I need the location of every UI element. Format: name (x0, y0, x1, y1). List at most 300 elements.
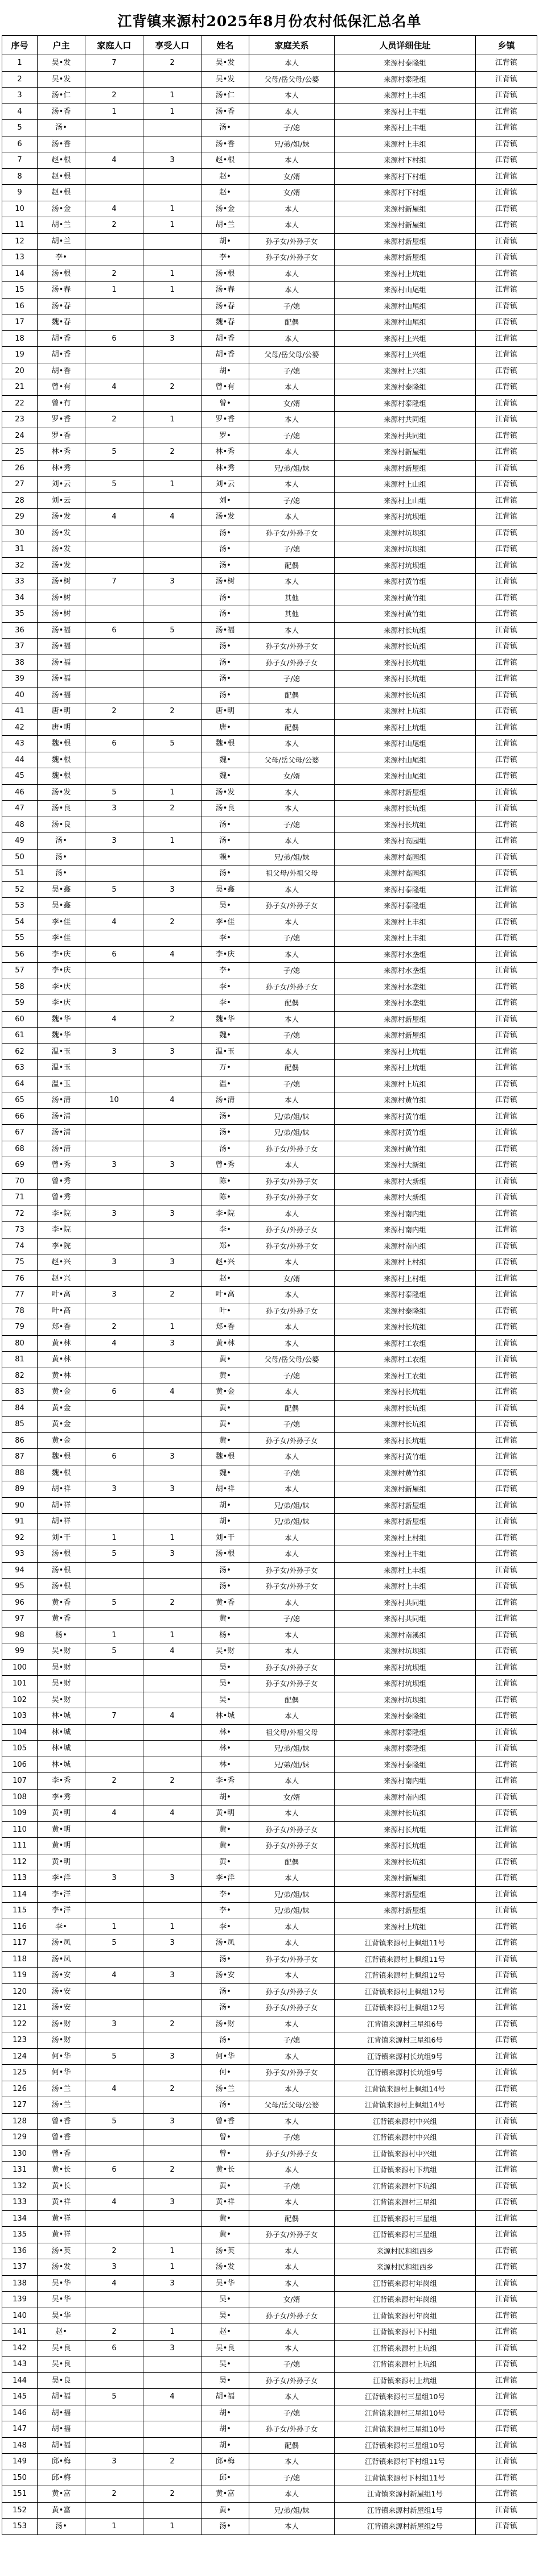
cell-relation: 本人 (249, 2162, 335, 2179)
cell-relation: 本人 (249, 1627, 335, 1643)
cell-family-size (85, 2405, 143, 2421)
cell-family-size (85, 1352, 143, 1368)
cell-name: 林• (201, 1741, 249, 1757)
cell-township: 江背镇 (476, 1546, 537, 1563)
cell-household-head: 汤•福 (38, 639, 85, 655)
cell-relation: 子/媳 (249, 1417, 335, 1433)
cell-address: 江背镇来源村三星组10号 (335, 2405, 476, 2421)
cell-address: 来源村新屋组 (335, 784, 476, 801)
cell-beneficiaries: 3 (143, 152, 201, 169)
cell-relation: 本人 (249, 412, 335, 428)
cell-household-head: 赵• (38, 2324, 85, 2341)
cell-name: 何•华 (201, 2048, 249, 2065)
table-row (2, 541, 537, 558)
cell-index: 128 (2, 2113, 38, 2130)
table-row (2, 2372, 537, 2389)
cell-family-size (85, 185, 143, 201)
cell-family-size (85, 2308, 143, 2324)
cell-index: 29 (2, 509, 38, 525)
cell-index: 73 (2, 1222, 38, 1239)
cell-beneficiaries: 4 (143, 1384, 201, 1401)
cell-beneficiaries (143, 1579, 201, 1595)
table-row (2, 784, 537, 801)
cell-address: 来源村上丰组 (335, 120, 476, 136)
cell-family-size (85, 1854, 143, 1870)
cell-family-size (85, 752, 143, 768)
cell-relation: 子/媳 (249, 428, 335, 444)
table-row (2, 2405, 537, 2421)
cell-index: 115 (2, 1903, 38, 1919)
cell-household-head: 邱•梅 (38, 2454, 85, 2470)
cell-name: 李• (201, 1886, 249, 1903)
cell-name: 汤• (201, 1562, 249, 1579)
table-row (2, 1741, 537, 1757)
cell-address: 来源村坑坝组 (335, 1659, 476, 1676)
cell-beneficiaries: 3 (143, 2048, 201, 2065)
cell-household-head: 汤•香 (38, 103, 85, 120)
cell-family-size: 6 (85, 2340, 143, 2356)
cell-name: 黄• (201, 1368, 249, 1384)
cell-name: 汤•金 (201, 201, 249, 217)
cell-address: 来源村上坑组 (335, 703, 476, 720)
table-row (2, 2454, 537, 2470)
cell-beneficiaries (143, 2210, 201, 2227)
cell-beneficiaries (143, 347, 201, 363)
cell-name: 汤• (201, 671, 249, 688)
cell-relation: 兄/弟/姐/妹 (249, 2502, 335, 2519)
cell-township: 江背镇 (476, 103, 537, 120)
cell-index: 68 (2, 1141, 38, 1157)
cell-name: 郑•香 (201, 1319, 249, 1336)
cell-township: 江背镇 (476, 606, 537, 623)
cell-township: 江背镇 (476, 768, 537, 785)
cell-address: 江背镇来源村上枫组11号 (335, 1951, 476, 1968)
cell-address: 来源村黄竹组 (335, 1092, 476, 1109)
cell-relation: 本人 (249, 1254, 335, 1271)
cell-index: 129 (2, 2130, 38, 2146)
cell-township: 江背镇 (476, 622, 537, 639)
table-row (2, 2324, 537, 2341)
cell-township: 江背镇 (476, 136, 537, 152)
cell-index: 19 (2, 347, 38, 363)
cell-name: 魏•根 (201, 736, 249, 752)
cell-index: 10 (2, 201, 38, 217)
cell-relation: 本人 (249, 152, 335, 169)
cell-beneficiaries: 3 (143, 1968, 201, 1984)
table-row (2, 103, 537, 120)
cell-index: 35 (2, 606, 38, 623)
cell-index: 109 (2, 1805, 38, 1822)
cell-township: 江背镇 (476, 1108, 537, 1125)
cell-relation: 孙子女/外孙子女 (249, 1838, 335, 1854)
cell-household-head: 汤•财 (38, 2032, 85, 2049)
cell-index: 121 (2, 2000, 38, 2016)
cell-family-size (85, 2000, 143, 2016)
cell-family-size: 2 (85, 217, 143, 234)
cell-beneficiaries (143, 865, 201, 882)
cell-township: 江背镇 (476, 2389, 537, 2405)
cell-township: 江背镇 (476, 1741, 537, 1757)
cell-name: 邱•梅 (201, 2454, 249, 2470)
table-row (2, 1530, 537, 1546)
table-row (2, 1870, 537, 1887)
cell-family-size (85, 120, 143, 136)
cell-address: 来源村黄竹组 (335, 606, 476, 623)
cell-address: 来源村新屋组 (335, 217, 476, 234)
cell-address: 来源村新屋组 (335, 1011, 476, 1028)
cell-relation: 本人 (249, 477, 335, 493)
cell-name: 李• (201, 930, 249, 947)
cell-name: 汤• (201, 2519, 249, 2535)
cell-relation: 父母/岳父母/公婆 (249, 2097, 335, 2114)
cell-relation: 本人 (249, 509, 335, 525)
cell-family-size (85, 1432, 143, 1449)
cell-beneficiaries (143, 460, 201, 477)
cell-family-size (85, 687, 143, 703)
cell-township: 江背镇 (476, 477, 537, 493)
cell-relation: 孙子女/外孙子女 (249, 1238, 335, 1254)
cell-relation: 本人 (249, 833, 335, 850)
cell-household-head: 邱•梅 (38, 2470, 85, 2486)
cell-index: 141 (2, 2324, 38, 2341)
cell-family-size (85, 1400, 143, 1417)
cell-beneficiaries (143, 363, 201, 379)
cell-index: 54 (2, 914, 38, 930)
cell-beneficiaries (143, 1676, 201, 1692)
table-row (2, 1190, 537, 1206)
table-row (2, 250, 537, 266)
column-header-name: 姓名 (201, 36, 249, 55)
table-row (2, 1789, 537, 1805)
cell-relation: 子/媳 (249, 817, 335, 833)
cell-household-head: 曾•秀 (38, 1173, 85, 1190)
table-row (2, 477, 537, 493)
cell-name: 刘• (201, 492, 249, 509)
cell-relation: 子/媳 (249, 1465, 335, 1481)
cell-township: 江背镇 (476, 1352, 537, 1368)
cell-name: 曾•秀 (201, 1157, 249, 1174)
cell-index: 64 (2, 1076, 38, 1092)
cell-index: 135 (2, 2227, 38, 2243)
cell-beneficiaries (143, 590, 201, 606)
cell-township: 江背镇 (476, 428, 537, 444)
cell-beneficiaries: 5 (143, 736, 201, 752)
cell-index: 31 (2, 541, 38, 558)
cell-township: 江背镇 (476, 1076, 537, 1092)
cell-name: 李•洋 (201, 1870, 249, 1887)
table-row (2, 120, 537, 136)
table-row (2, 833, 537, 850)
cell-beneficiaries: 2 (143, 1595, 201, 1611)
cell-index: 142 (2, 2340, 38, 2356)
cell-relation: 配偶 (249, 1854, 335, 1870)
cell-name: 吴•华 (201, 2275, 249, 2292)
cell-name: 汤• (201, 590, 249, 606)
cell-index: 57 (2, 963, 38, 979)
cell-household-head: 汤•凤 (38, 1951, 85, 1968)
cell-name: 陈• (201, 1173, 249, 1190)
cell-beneficiaries: 4 (143, 1092, 201, 1109)
cell-township: 江背镇 (476, 152, 537, 169)
cell-household-head: 黄•香 (38, 1611, 85, 1627)
cell-relation: 本人 (249, 946, 335, 963)
cell-index: 1 (2, 55, 38, 72)
cell-address: 来源村黄竹组 (335, 1465, 476, 1481)
cell-relation: 孙子女/外孙子女 (249, 2065, 335, 2081)
cell-index: 140 (2, 2308, 38, 2324)
cell-household-head: 黄•长 (38, 2162, 85, 2179)
cell-family-size: 1 (85, 103, 143, 120)
cell-relation: 兄/弟/姐/妹 (249, 1514, 335, 1530)
cell-beneficiaries: 2 (143, 1011, 201, 1028)
cell-index: 107 (2, 1773, 38, 1790)
cell-address: 来源村新屋组 (335, 1497, 476, 1514)
cell-household-head: 赵•兴 (38, 1270, 85, 1287)
cell-name: 汤• (201, 120, 249, 136)
cell-index: 144 (2, 2372, 38, 2389)
cell-index: 15 (2, 282, 38, 299)
cell-township: 江背镇 (476, 1692, 537, 1708)
cell-address: 来源村泰隆组 (335, 1741, 476, 1757)
cell-household-head: 赵•兴 (38, 1254, 85, 1271)
cell-name: 林•秀 (201, 460, 249, 477)
table-row (2, 898, 537, 914)
cell-household-head: 温•玉 (38, 1076, 85, 1092)
cell-beneficiaries (143, 2032, 201, 2049)
cell-address: 来源村共同组 (335, 428, 476, 444)
cell-household-head: 汤•发 (38, 525, 85, 541)
cell-beneficiaries (143, 849, 201, 865)
cell-address: 来源村山尾组 (335, 768, 476, 785)
cell-household-head: 汤•福 (38, 622, 85, 639)
cell-township: 江背镇 (476, 2081, 537, 2097)
table-row (2, 1303, 537, 1319)
cell-beneficiaries (143, 1190, 201, 1206)
cell-address: 来源村上丰组 (335, 930, 476, 947)
cell-family-size: 4 (85, 2194, 143, 2211)
cell-name: 汤• (201, 1125, 249, 1141)
cell-township: 江背镇 (476, 2130, 537, 2146)
cell-beneficiaries (143, 2227, 201, 2243)
table-row (2, 1919, 537, 1935)
cell-beneficiaries (143, 768, 201, 785)
cell-beneficiaries (143, 185, 201, 201)
cell-index: 58 (2, 979, 38, 995)
cell-relation: 兄/弟/姐/妹 (249, 1757, 335, 1773)
table-row (2, 574, 537, 590)
cell-beneficiaries (143, 2372, 201, 2389)
cell-index: 89 (2, 1481, 38, 1498)
cell-household-head: 叶•高 (38, 1287, 85, 1303)
cell-family-size: 2 (85, 1319, 143, 1336)
cell-township: 江背镇 (476, 1595, 537, 1611)
cell-family-size (85, 1741, 143, 1757)
cell-beneficiaries: 2 (143, 2016, 201, 2032)
cell-beneficiaries (143, 1514, 201, 1530)
cell-index: 5 (2, 120, 38, 136)
cell-township: 江背镇 (476, 2146, 537, 2162)
cell-index: 120 (2, 1983, 38, 2000)
cell-relation: 本人 (249, 1206, 335, 1222)
table-row (2, 1287, 537, 1303)
cell-township: 江背镇 (476, 2519, 537, 2535)
cell-index: 74 (2, 1238, 38, 1254)
cell-index: 52 (2, 881, 38, 898)
cell-family-size: 3 (85, 801, 143, 817)
cell-township: 江背镇 (476, 1838, 537, 1854)
cell-address: 江背镇来源村长坑组9号 (335, 2065, 476, 2081)
table-row (2, 2194, 537, 2211)
cell-address: 来源村上兴组 (335, 330, 476, 347)
cell-family-size: 3 (85, 833, 143, 850)
cell-township: 江背镇 (476, 1968, 537, 1984)
cell-name: 汤•香 (201, 136, 249, 152)
cell-household-head: 黄•金 (38, 1417, 85, 1433)
table-row (2, 1449, 537, 1465)
cell-family-size (85, 363, 143, 379)
cell-index: 38 (2, 655, 38, 671)
cell-name: 赵• (201, 2324, 249, 2341)
cell-address: 江背镇来源村三星组10号 (335, 2389, 476, 2405)
cell-address: 来源村上山组 (335, 477, 476, 493)
roster-table (2, 35, 537, 2535)
cell-township: 江背镇 (476, 590, 537, 606)
cell-relation: 孙子女/外孙子女 (249, 1951, 335, 1968)
cell-name: 汤• (201, 541, 249, 558)
cell-family-size: 3 (85, 1481, 143, 1498)
cell-beneficiaries (143, 1368, 201, 1384)
cell-index: 146 (2, 2405, 38, 2421)
cell-address: 来源村山尾组 (335, 298, 476, 314)
cell-relation: 本人 (249, 379, 335, 396)
cell-address: 来源村泰隆组 (335, 1287, 476, 1303)
cell-address: 来源村新屋组 (335, 1903, 476, 1919)
cell-township: 江背镇 (476, 1368, 537, 1384)
cell-family-size: 5 (85, 1935, 143, 1952)
cell-beneficiaries: 3 (143, 1335, 201, 1352)
cell-beneficiaries: 3 (143, 330, 201, 347)
cell-index: 40 (2, 687, 38, 703)
cell-name: 胡• (201, 1789, 249, 1805)
cell-index: 60 (2, 1011, 38, 1028)
cell-name: 赵• (201, 168, 249, 185)
cell-relation: 配偶 (249, 995, 335, 1012)
cell-relation: 子/媳 (249, 2356, 335, 2373)
cell-township: 江背镇 (476, 1821, 537, 1838)
cell-household-head: 汤•根 (38, 1579, 85, 1595)
cell-family-size: 2 (85, 88, 143, 104)
cell-household-head: 刘•云 (38, 477, 85, 493)
cell-family-size: 3 (85, 1870, 143, 1887)
cell-household-head: 吴•鑫 (38, 898, 85, 914)
cell-township: 江背镇 (476, 2065, 537, 2081)
cell-relation: 本人 (249, 330, 335, 347)
cell-address: 来源村黄竹组 (335, 1125, 476, 1141)
cell-beneficiaries: 2 (143, 914, 201, 930)
cell-relation: 子/媳 (249, 298, 335, 314)
table-row (2, 1692, 537, 1708)
cell-name: 李• (201, 1222, 249, 1239)
table-row (2, 1335, 537, 1352)
cell-address: 来源村水垄组 (335, 995, 476, 1012)
cell-index: 97 (2, 1611, 38, 1627)
cell-name: 汤•发 (201, 2259, 249, 2276)
cell-family-size: 2 (85, 412, 143, 428)
cell-relation: 子/媳 (249, 2470, 335, 2486)
cell-index: 99 (2, 1643, 38, 1660)
cell-family-size: 4 (85, 2275, 143, 2292)
cell-relation: 本人 (249, 2324, 335, 2341)
cell-address: 来源村新屋组 (335, 201, 476, 217)
cell-township: 江背镇 (476, 2210, 537, 2227)
cell-beneficiaries (143, 1400, 201, 1417)
cell-name: 汤• (201, 525, 249, 541)
cell-name: 吴•发 (201, 55, 249, 72)
cell-family-size: 1 (85, 1919, 143, 1935)
cell-relation: 本人 (249, 1384, 335, 1401)
cell-beneficiaries (143, 1724, 201, 1741)
table-row (2, 1043, 537, 1060)
cell-family-size (85, 1060, 143, 1076)
cell-relation: 兄/弟/姐/妹 (249, 849, 335, 865)
cell-household-head: 罗•香 (38, 412, 85, 428)
cell-household-head: 胡•福 (38, 2405, 85, 2421)
table-row (2, 282, 537, 299)
cell-address: 来源村大新组 (335, 1157, 476, 1174)
cell-name: 汤•英 (201, 2243, 249, 2259)
cell-index: 93 (2, 1546, 38, 1563)
cell-household-head: 吴•鑫 (38, 881, 85, 898)
cell-household-head: 汤•树 (38, 574, 85, 590)
cell-household-head: 汤•春 (38, 298, 85, 314)
cell-address: 来源村南内组 (335, 1789, 476, 1805)
table-row (2, 1141, 537, 1157)
cell-relation: 本人 (249, 1319, 335, 1336)
cell-index: 67 (2, 1125, 38, 1141)
cell-address: 来源村长坑组 (335, 671, 476, 688)
cell-relation: 本人 (249, 1870, 335, 1887)
cell-beneficiaries (143, 2502, 201, 2519)
cell-township: 江背镇 (476, 525, 537, 541)
cell-township: 江背镇 (476, 1773, 537, 1790)
cell-family-size: 4 (85, 2081, 143, 2097)
cell-beneficiaries (143, 1692, 201, 1708)
cell-household-head: 李•院 (38, 1206, 85, 1222)
cell-relation: 配偶 (249, 314, 335, 331)
table-row (2, 1838, 537, 1854)
cell-relation: 孙子女/外孙子女 (249, 250, 335, 266)
table-row (2, 1206, 537, 1222)
cell-name: 汤• (201, 2000, 249, 2016)
cell-relation: 兄/弟/姐/妹 (249, 1741, 335, 1757)
cell-address: 江背镇来源村新屋组1号 (335, 2486, 476, 2503)
cell-household-head: 温•玉 (38, 1043, 85, 1060)
cell-family-size: 3 (85, 1043, 143, 1060)
table-row (2, 1028, 537, 1044)
cell-family-size (85, 963, 143, 979)
cell-relation: 女/婿 (249, 395, 335, 412)
cell-beneficiaries: 4 (143, 509, 201, 525)
cell-household-head: 汤•清 (38, 1108, 85, 1125)
cell-family-size: 2 (85, 2324, 143, 2341)
cell-index: 62 (2, 1043, 38, 1060)
table-row (2, 1968, 537, 1984)
cell-index: 143 (2, 2356, 38, 2373)
cell-township: 江背镇 (476, 849, 537, 865)
cell-family-size: 4 (85, 1805, 143, 1822)
table-row (2, 55, 537, 72)
cell-beneficiaries (143, 1108, 201, 1125)
